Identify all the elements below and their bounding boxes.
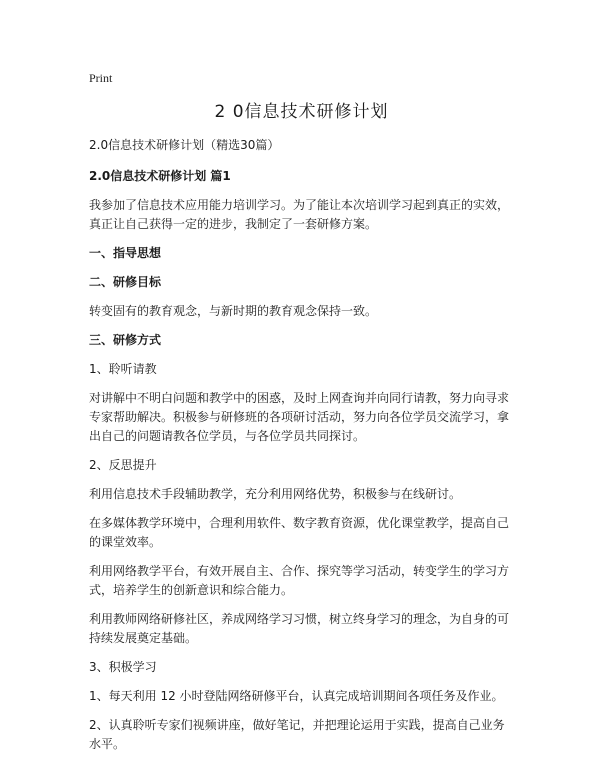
print-label: Print (89, 71, 113, 85)
document-subtitle: 2.0信息技术研修计划（精选30篇） (89, 138, 280, 152)
page-title: 2 0信息技术研修计划 (214, 102, 389, 122)
goal-paragraph: 转变固有的教育观念，与新时期的教育观念保持一致。 (89, 304, 378, 318)
section-heading: 2.0信息技术研修计划 篇1 (89, 169, 231, 183)
intro-paragraph: 我参加了信息技术应用能力培训学习。为了能让本次培训学习起到真正的实效，真正让自己获得一定的进步，我制定了一套研修方案。 (89, 198, 510, 231)
method-2-title: 2、反思提升 (89, 458, 157, 472)
heading-guiding-ideology: 一、指导思想 (89, 246, 162, 260)
method-2-paragraph-3: 利用网络教学平台，有效开展自主、合作、探究等学习活动，转变学生的学习方式，培养学生的创新意识和综合能力。 (89, 564, 510, 597)
heading-study-methods: 三、研修方式 (89, 333, 162, 347)
method-2-paragraph-1: 利用信息技术手段辅助教学，充分利用网络优势，积极参与在线研讨。 (89, 487, 462, 501)
method-2-paragraph-2: 在多媒体教学环境中，合理利用软件、数字教育资源，优化课堂教学，提高自己的课堂效率。 (89, 516, 510, 549)
method-3-paragraph-2: 2、认真聆听专家们视频讲座，做好笔记，并把理论运用于实践，提高自己业务水平。 (89, 718, 505, 751)
method-3-title: 3、积极学习 (89, 660, 157, 674)
heading-study-goals: 二、研修目标 (89, 275, 162, 289)
method-2-paragraph-4: 利用教师网络研修社区，养成网络学习习惯，树立终身学习的理念，为自身的可持续发展奠定基础。 (89, 612, 510, 645)
method-1-paragraph: 对讲解中不明白问题和教学中的困惑，及时上网查询并向同行请教，努力向寻求专家帮助解决。积极参与研修班的各项研讨活动，努力向各位学员交流学习，拿出自己的问题请教各位学员，与各位学员共同探讨。 (89, 391, 510, 443)
method-3-paragraph-1: 1、每天利用 12 小时登陆网络研修平台，认真完成培训期间各项任务及作业。 (89, 689, 504, 703)
document-page (89, 70, 514, 764)
method-1-title: 1、聆听请教 (89, 362, 157, 376)
